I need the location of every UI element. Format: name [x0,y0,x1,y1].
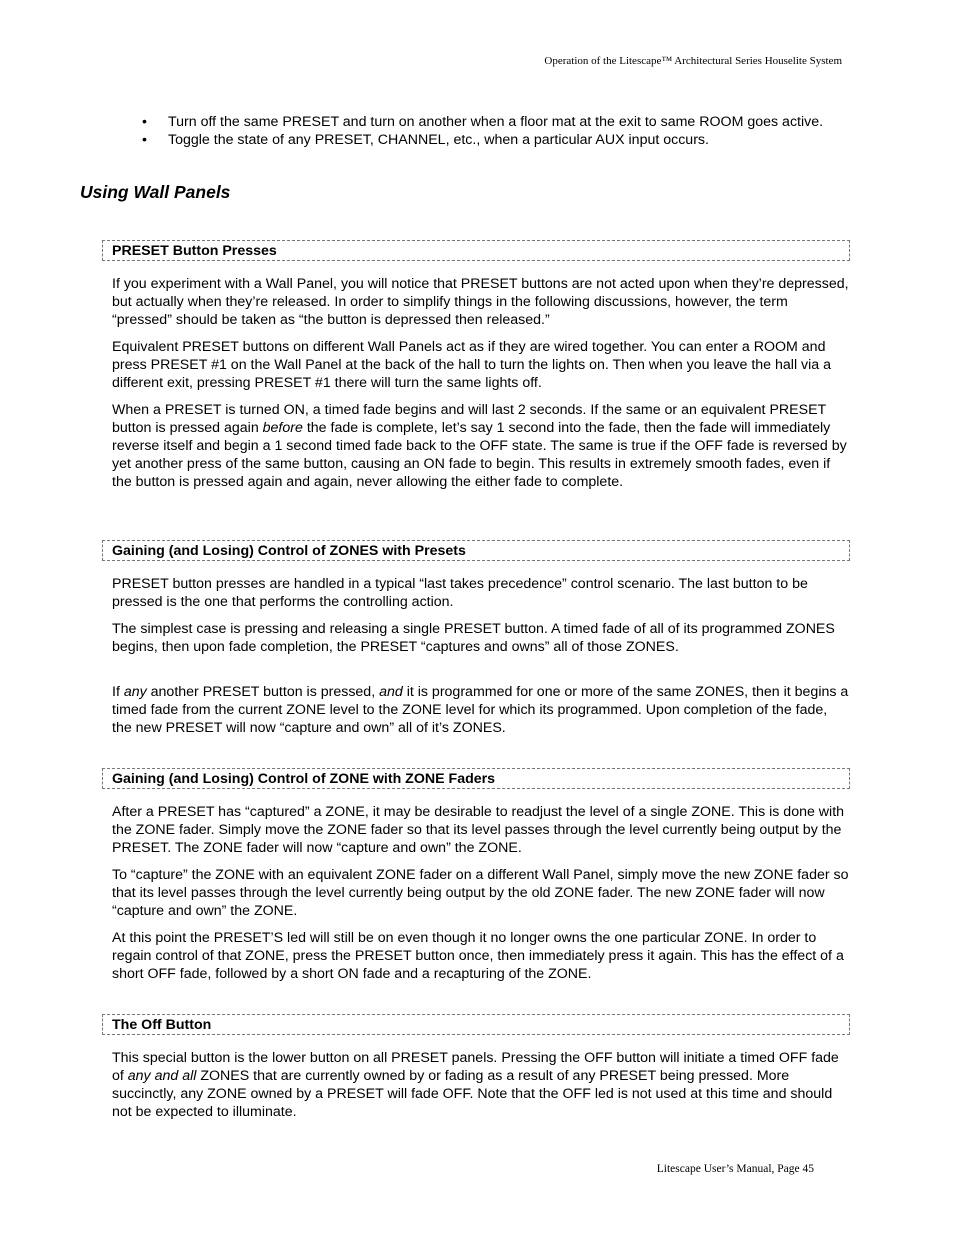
emphasis-text: and [379,684,403,700]
subsection-title: The Off Button [102,1014,850,1035]
subsection-title: PRESET Button Presses [102,240,850,261]
paragraph-text: This special button is the lower button on all PRESET panels. Pressing the OFF button will initiate a timed OFF fade of [112,1050,839,1084]
paragraph [112,401,850,491]
paragraph [112,683,850,737]
paragraph-text: Equivalent PRESET buttons on different Wall Panels act as if they are wired together. You can enter a ROOM and press PRESET #1 on the Wall Panel at the back of the hall to turn the lights on. Then when you leave the hall via a different exit, pressing PRESET #1 there will turn the same lights off. [112,339,832,391]
paragraph [112,929,850,983]
bullet-text: Toggle the state of any PRESET, CHANNEL, etc., when a particular AUX input occurs. [168,132,709,148]
paragraph-text: At this point the PRESET’S led will still be on even though it no longer owns the one particular ZONE. In order to regain control of that ZONE, press the PRESET button once, then immediately press it again. This has the effect of a short OFF fade, followed by a short ON fade and a recapturing of the ZONE. [112,930,844,982]
paragraph-text: ZONES that are currently owned by or fading as a result of any PRESET being pressed. More succinctly, any ZONE owned by a PRESET will fade OFF. Note that the OFF led is not used at this time and should not be expected to illuminate. [112,1068,833,1120]
paragraph-text: it is programmed for one or more of the same ZONES, then it begins a timed fade from the current ZONE level to the ZONE level for which its programmed. Upon completion of the fade, the new PRESET will now “capture and own” all of it’s ZONES. [112,684,849,736]
paragraph [112,338,850,392]
paragraph-text: When a PRESET is turned ON, a timed fade begins and will last 2 seconds. If the same or an equivalent PRESET button is pressed again [112,402,826,436]
paragraph-text: the fade is complete, let’s say 1 second into the fade, then the fade will immediately reverse itself and begin a 1 second timed fade back to the OFF state. The same is true if the OFF fade is reversed by yet another press of the same button, causing an ON fade to begin. This results in extremely smooth fades, even if the button is pressed again and again, never allowing the either fade to complete. [112,420,847,490]
paragraph [112,275,850,329]
bullet-item [142,131,848,149]
paragraph-text: another PRESET button is pressed, [146,684,380,700]
bullet-text: Turn off the same PRESET and turn on another when a floor mat at the exit to same ROOM goes active. [168,114,824,130]
bullet-dot: • [142,132,147,148]
paragraph-text: After a PRESET has “captured” a ZONE, it may be desirable to readjust the level of a single ZONE. This is done with the ZONE fader. Simply move the ZONE fader so that its level passes through the level currently being output by the PRESET. The ZONE fader will now “capture and own” the ZONE. [112,804,845,856]
page-footer: Litescape User’s Manual, Page 45 [656,1163,814,1175]
paragraph [112,866,850,920]
bullet-list [142,113,848,149]
paragraph-text: If [112,684,124,700]
paragraph [112,620,850,656]
paragraph [112,1049,850,1121]
paragraph-text: PRESET button presses are handled in a typical “last takes precedence” control scenario. The last button to be pressed is the one that performs the controlling action. [112,576,808,610]
bullet-dot: • [142,114,147,130]
paragraph-text: To “capture” the ZONE with an equivalent ZONE fader on a different Wall Panel, simply move the new ZONE fader so that its level passes through the level currently being output by the old ZONE fader. The new ZONE fader will now “capture and own” the ZONE. [112,867,849,919]
subsection-title: Gaining (and Losing) Control of ZONES with Presets [102,540,850,561]
paragraph-text: The simplest case is pressing and releasing a single PRESET button. A timed fade of all of its programmed ZONES begins, then upon fade completion, the PRESET “captures and owns” all of those ZONES. [112,621,835,655]
emphasis-text: any and all [127,1068,197,1084]
emphasis-text: before [262,420,303,436]
paragraph [112,803,850,857]
emphasis-text: any [123,684,147,700]
bullet-item [142,113,848,131]
paragraph-text: If you experiment with a Wall Panel, you will notice that PRESET buttons are not acted upon when they’re depressed, but actually when they’re released. In order to simplify things in the following discussions, however, the term “pressed” should be taken as “the button is depressed then released.” [112,276,849,328]
subsection-title: Gaining (and Losing) Control of ZONE with ZONE Faders [102,768,850,789]
section-title: Using Wall Panels [80,182,231,202]
running-header: Operation of the Litescape™ Architectural Series Houselite System [544,55,842,67]
paragraph [112,575,850,611]
